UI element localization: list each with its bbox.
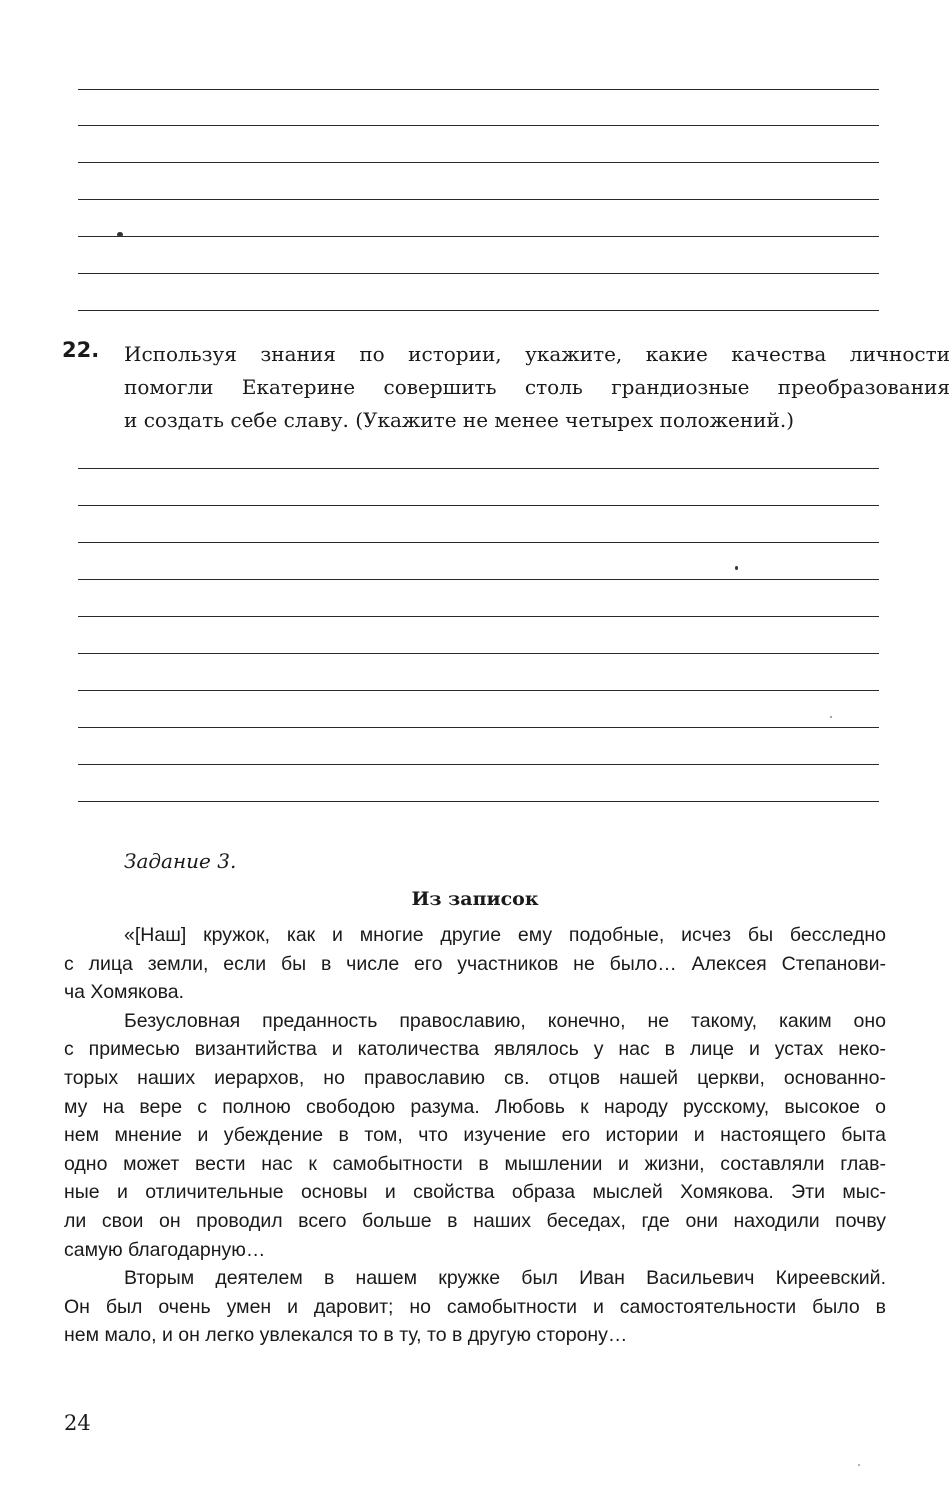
passage-line: Он был очень умен и даровит; но самобытности и самостоятельности было в — [64, 1295, 886, 1318]
passage-line: с лица земли, если бы в числе его участников не было… Алексея Степанови- — [64, 952, 886, 975]
question-line: помогли Екатерине совершить столь грандиозные преобразования — [124, 375, 950, 399]
answer-line[interactable] — [78, 162, 879, 163]
passage-line: му на вере с полною свободою разума. Любовь к народу русскому, высокое о — [64, 1095, 886, 1118]
ink-speck — [117, 232, 123, 237]
answer-line[interactable] — [78, 89, 879, 90]
question-line: и создать себе славу. (Укажите не менее четырех положений.) — [124, 408, 794, 432]
source-passage — [64, 921, 886, 1350]
passage-line: нем мало, и он легко увлекался то в ту, то в другую сторону… — [64, 1324, 628, 1347]
passage-line: ли свои он проводил всего больше в наших беседах, где они находили почву — [64, 1209, 886, 1232]
answer-line[interactable] — [78, 542, 879, 543]
ink-speck — [735, 566, 738, 570]
passage-line: нем мнение и убеждение в том, что изучение его истории и настоящего быта — [64, 1124, 886, 1147]
answer-line[interactable] — [78, 236, 879, 237]
passage-line: самую благодарную… — [64, 1238, 266, 1261]
passage-line: «[Наш] кружок, как и многие другие ему подобные, исчез бы бесследно — [124, 924, 886, 946]
task-title: Задание 3. — [124, 849, 237, 873]
answer-line[interactable] — [78, 199, 879, 200]
question-text — [124, 338, 950, 437]
question-number: 22. — [62, 338, 100, 362]
answer-line[interactable] — [78, 690, 879, 691]
passage-line: одно может вести нас к самобытности в мышлении и жизни, составляли глав- — [64, 1152, 886, 1175]
question-line: Используя знания по истории, укажите, какие качества личности — [124, 342, 950, 366]
answer-line[interactable] — [78, 653, 879, 654]
passage-line: Безусловная преданность православию, конечно, не такому, каким оно — [124, 1009, 886, 1032]
passage-line: торых наших иерархов, но православию св. отцов нашей церкви, основанно- — [64, 1066, 886, 1089]
answer-line[interactable] — [78, 727, 879, 728]
passage-line: ные и отличительные основы и свойства образа мыслей Хомякова. Эти мыс- — [64, 1181, 886, 1204]
passage-line: Вторым деятелем в нашем кружке был Иван Васильевич Киреевский. — [124, 1267, 886, 1290]
answer-line[interactable] — [78, 764, 879, 765]
ink-speck — [830, 716, 832, 718]
answer-line[interactable] — [78, 801, 879, 802]
answer-line[interactable] — [78, 273, 879, 274]
answer-line[interactable] — [78, 505, 879, 506]
answer-line[interactable] — [78, 579, 879, 580]
page-number: 24 — [64, 1411, 91, 1435]
answer-line[interactable] — [78, 616, 879, 617]
source-heading: Из записок — [411, 888, 539, 910]
passage-line: с примесью византийства и католичества являлось у нас в лице и устах неко- — [64, 1038, 886, 1061]
passage-line: ча Хомякова. — [64, 981, 185, 1004]
answer-line[interactable] — [78, 125, 879, 126]
ink-speck — [858, 1464, 860, 1466]
answer-line[interactable] — [78, 310, 879, 311]
answer-line[interactable] — [78, 468, 879, 469]
